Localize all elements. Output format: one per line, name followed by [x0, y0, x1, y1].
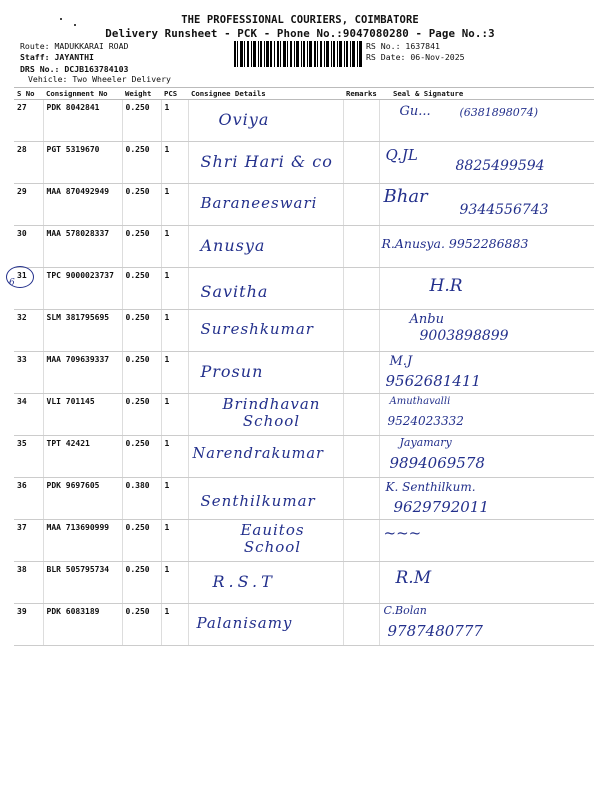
row-weight: 0.250: [122, 436, 161, 478]
consignee-handwriting: Baraneeswari: [200, 194, 318, 212]
row-sno: 32: [14, 310, 43, 352]
table-header-row: [14, 88, 594, 100]
row-consignment: TPT 42421: [43, 436, 122, 478]
signature-mark: Gu...: [399, 104, 431, 119]
row-remarks: [343, 562, 379, 604]
row-remarks: [343, 520, 379, 562]
consignee-handwriting: Anusya: [200, 236, 266, 255]
table-row: [14, 142, 594, 184]
row-consignee: [188, 142, 343, 184]
consignee-handwriting: Sureshkumar: [200, 320, 314, 338]
consignee-handwriting: Senthilkumar: [200, 492, 316, 510]
row-consignee: [188, 310, 343, 352]
signature-mark: M.J: [389, 354, 413, 369]
row-weight: 0.250: [122, 310, 161, 352]
row-weight: 0.250: [122, 604, 161, 646]
row-consignment: PDK 6083189: [43, 604, 122, 646]
row-pcs: 1: [161, 604, 188, 646]
table-row: [14, 478, 594, 520]
row-remarks: [343, 226, 379, 268]
row-weight: 0.250: [122, 226, 161, 268]
row-pcs: 1: [161, 562, 188, 604]
consignee-handwriting: Narendrakumar: [192, 446, 324, 462]
row-sno: 39: [14, 604, 43, 646]
vehicle-label: Vehicle: Two Wheeler Delivery: [28, 74, 171, 84]
consignee-handwriting: Palanisamy: [196, 614, 293, 632]
row-pcs: 1: [161, 142, 188, 184]
col-weight: Weight: [122, 88, 161, 100]
row-signature: [379, 352, 594, 394]
consignee-handwriting: Brindhavan School: [222, 395, 321, 430]
col-consignment: Consignment No: [43, 88, 122, 100]
handwritten-circle-note: 6: [9, 278, 15, 288]
row-consignee: [188, 184, 343, 226]
table-row: [14, 100, 594, 142]
row-pcs: 1: [161, 352, 188, 394]
row-signature: [379, 436, 594, 478]
row-weight: 0.250: [122, 520, 161, 562]
row-signature: [379, 268, 594, 310]
row-sno: 33: [14, 352, 43, 394]
row-pcs: 1: [161, 478, 188, 520]
row-consignment: MAA 870492949: [43, 184, 122, 226]
drs-label: DRS No.: DCJB163784103: [20, 64, 129, 74]
row-consignee: [188, 478, 343, 520]
row-pcs: 1: [161, 436, 188, 478]
rs-number: RS No.: 1637841: [366, 41, 440, 51]
row-pcs: 1: [161, 268, 188, 310]
row-signature: [379, 478, 594, 520]
row-consignment: PGT 5319670: [43, 142, 122, 184]
row-consignment: MAA 578028337: [43, 226, 122, 268]
consignee-handwriting: Eauitos School: [240, 521, 305, 556]
consignee-handwriting: Savitha: [200, 282, 269, 301]
table-row: [14, 268, 594, 310]
row-consignment: TPC 9000023737: [43, 268, 122, 310]
runsheet-title: Delivery Runsheet - PCK - Phone No.:9047080280 - Page No.:3: [105, 27, 495, 40]
signature-mark: ~~~: [383, 524, 422, 542]
row-remarks: [343, 604, 379, 646]
row-sno: 36: [14, 478, 43, 520]
row-sno: 29: [14, 184, 43, 226]
row-sno: 35: [14, 436, 43, 478]
row-consignment: MAA 713690999: [43, 520, 122, 562]
row-remarks: [343, 394, 379, 436]
row-pcs: 1: [161, 184, 188, 226]
row-consignment: SLM 381795695: [43, 310, 122, 352]
row-remarks: [343, 184, 379, 226]
signature-mark: Jayamary: [399, 436, 452, 449]
barcode-image: [234, 41, 362, 67]
row-consignee: [188, 436, 343, 478]
row-remarks: [343, 142, 379, 184]
signature-phone: 9629792011: [393, 498, 489, 516]
table-row: [14, 310, 594, 352]
row-remarks: [343, 352, 379, 394]
row-signature: [379, 562, 594, 604]
table-row: [14, 436, 594, 478]
company-title: THE PROFESSIONAL COURIERS, COIMBATORE: [181, 14, 419, 26]
signature-mark: R.Anusya. 9952286883: [381, 236, 529, 251]
row-consignment: BLR 505795734: [43, 562, 122, 604]
row-consignee: [188, 520, 343, 562]
row-sno: 34: [14, 394, 43, 436]
row-weight: 0.250: [122, 352, 161, 394]
row-sno: 27: [14, 100, 43, 142]
signature-mark: Anbu: [409, 312, 444, 327]
signature-phone: 9894069578: [389, 454, 485, 472]
table-row: [14, 604, 594, 646]
runsheet-table: [14, 87, 594, 646]
table-row: [14, 226, 594, 268]
row-remarks: [343, 478, 379, 520]
table-row: [14, 520, 594, 562]
signature-mark: H.R: [429, 276, 463, 296]
consignee-handwriting: Oviya: [218, 110, 270, 129]
row-signature: [379, 100, 594, 142]
row-remarks: [343, 310, 379, 352]
row-remarks: [343, 436, 379, 478]
row-weight: 0.380: [122, 478, 161, 520]
row-weight: 0.250: [122, 268, 161, 310]
row-sno: 28: [14, 142, 43, 184]
row-remarks: [343, 268, 379, 310]
row-consignee: [188, 268, 343, 310]
row-consignment: PDK 8042841: [43, 100, 122, 142]
table-row: [14, 352, 594, 394]
signature-mark: R.M: [395, 568, 432, 588]
signature-phone: 9344556743: [459, 202, 549, 218]
row-consignee: [188, 604, 343, 646]
col-signature: Seal & Signature: [379, 88, 594, 100]
signature-phone: 9787480777: [387, 622, 483, 640]
row-signature: [379, 142, 594, 184]
row-consignee: [188, 100, 343, 142]
col-pcs: PCS: [161, 88, 188, 100]
row-weight: 0.250: [122, 562, 161, 604]
route-label: Route: MADUKKARAI ROAD: [20, 41, 129, 51]
row-pcs: 1: [161, 394, 188, 436]
table-row: [14, 562, 594, 604]
row-pcs: 1: [161, 310, 188, 352]
signature-phone: 9562681411: [385, 372, 481, 390]
col-consignee: Consignee Details: [188, 88, 343, 100]
signature-phone: 8825499594: [455, 158, 545, 174]
row-signature: [379, 520, 594, 562]
row-consignee: [188, 352, 343, 394]
row-consignment: MAA 709639337: [43, 352, 122, 394]
consignee-handwriting: Prosun: [200, 362, 264, 381]
row-weight: 0.250: [122, 394, 161, 436]
row-sno: 30: [14, 226, 43, 268]
row-consignee: [188, 394, 343, 436]
table-row: [14, 184, 594, 226]
signature-mark: Amuthavalli: [389, 396, 451, 407]
row-signature: [379, 394, 594, 436]
row-pcs: 1: [161, 520, 188, 562]
consignee-handwriting: R.S.T: [212, 572, 276, 591]
row-weight: 0.250: [122, 100, 161, 142]
row-remarks: [343, 100, 379, 142]
col-sno: S No: [14, 88, 43, 100]
row-sno: 31: [14, 268, 43, 310]
signature-mark: Bhar: [383, 186, 428, 207]
signature-mark: C.Bolan: [383, 604, 427, 617]
row-consignee: [188, 562, 343, 604]
row-pcs: 1: [161, 226, 188, 268]
row-signature: [379, 226, 594, 268]
consignee-handwriting: Shri Hari & co: [200, 152, 333, 171]
row-consignment: VLI 701145: [43, 394, 122, 436]
row-signature: [379, 310, 594, 352]
signature-mark: K. Senthilkum.: [385, 480, 476, 494]
row-weight: 0.250: [122, 142, 161, 184]
table-row: [14, 394, 594, 436]
row-signature: [379, 604, 594, 646]
row-consignee: [188, 226, 343, 268]
rs-date: RS Date: 06-Nov-2025: [366, 52, 465, 62]
row-pcs: 1: [161, 100, 188, 142]
signature-mark: Q.JL: [385, 146, 418, 164]
row-consignment: PDK 9697605: [43, 478, 122, 520]
row-sno: 37: [14, 520, 43, 562]
row-sno: 38: [14, 562, 43, 604]
signature-phone: 9524023332: [387, 414, 464, 428]
staff-label: Staff: JAYANTHI: [20, 52, 94, 62]
signature-phone: (6381898074): [459, 106, 539, 119]
col-remarks: Remarks: [343, 88, 379, 100]
row-weight: 0.250: [122, 184, 161, 226]
signature-phone: 9003898899: [419, 328, 509, 344]
row-signature: [379, 184, 594, 226]
